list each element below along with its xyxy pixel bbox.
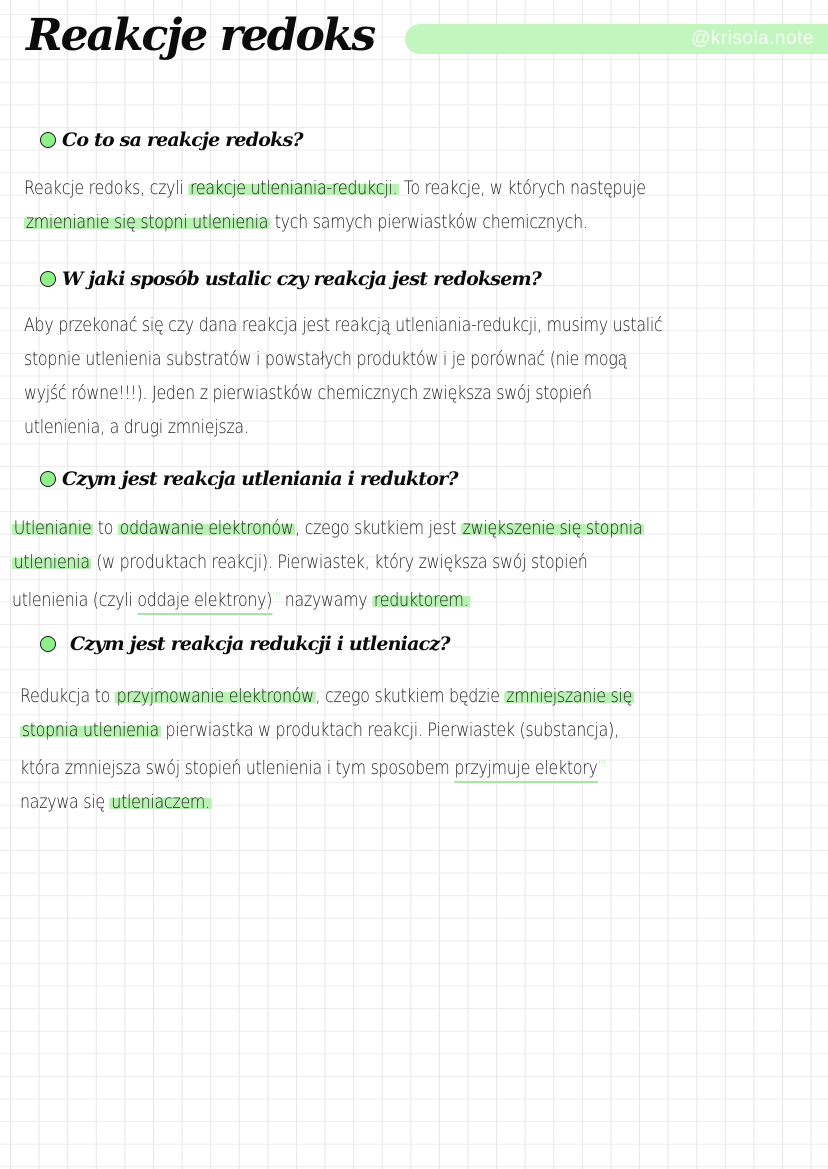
text-span: , czego skutkiem jest bbox=[295, 518, 461, 539]
text-span: Reakcje redoks, czyli bbox=[24, 178, 189, 199]
text-line bbox=[12, 512, 644, 546]
text-span: (w produktach reakcji). Pierwiastek, który zwiększa swój stopień bbox=[91, 552, 588, 573]
text-line bbox=[12, 546, 644, 580]
text-span: nazywa się bbox=[20, 792, 110, 814]
text-line bbox=[24, 206, 646, 240]
page-title: Reakcje redoks bbox=[26, 10, 375, 61]
bullet-circle-icon bbox=[40, 471, 56, 487]
text-line bbox=[20, 714, 634, 748]
section-heading-2 bbox=[40, 268, 541, 290]
highlighted-term: przyjmowanie elektronów bbox=[116, 686, 314, 707]
text-span: która zmniejsza swój stopień utlenienia i tym sposobem bbox=[20, 758, 455, 780]
heading-text: Co to sa reakcje redoks? bbox=[62, 129, 303, 151]
heading-text: Czym jest reakcja utleniania i reduktor? bbox=[62, 468, 458, 490]
text-line bbox=[20, 786, 634, 820]
text-span: To reakcje, w których następuje bbox=[398, 178, 646, 199]
underlined-term: przyjmuje elektory bbox=[454, 758, 597, 783]
heading-text: Czym jest reakcja redukcji i utleniacz? bbox=[70, 633, 450, 655]
highlighted-term: utleniaczem. bbox=[111, 792, 210, 814]
text-span: Redukcja to bbox=[20, 686, 115, 707]
bullet-circle-icon bbox=[40, 271, 56, 287]
highlighted-term: reduktorem. bbox=[373, 590, 469, 612]
text-line: wyjść równe!!!). Jeden z pierwiastków chemicznych zwiększa swój stopień bbox=[24, 383, 592, 404]
text-span: to bbox=[93, 518, 118, 539]
text-line: Aby przekonać się czy dana reakcja jest reakcją utleniania-redukcji, musimy ustalić bbox=[24, 315, 663, 336]
watermark: @krisola.note bbox=[691, 28, 814, 49]
heading-text: W jaki sposób ustalic czy reakcja jest redoksem? bbox=[62, 268, 542, 290]
highlighted-term: zmniejszanie się bbox=[506, 686, 633, 707]
text-line bbox=[20, 680, 634, 714]
text-span: , czego skutkiem będzie bbox=[315, 686, 505, 707]
text-line: stopnie utlenienia substratów i powstałych produktów i je porównać (nie mogą bbox=[24, 349, 627, 370]
text-line bbox=[24, 172, 646, 206]
text-span: pierwiastka w produktach reakcji. Pierwiastek (substancja), bbox=[160, 720, 619, 741]
highlighted-term: utlenienia bbox=[13, 552, 90, 573]
bullet-circle-icon bbox=[40, 132, 56, 148]
text-line bbox=[12, 580, 644, 618]
text-line bbox=[20, 748, 634, 786]
section-heading-4 bbox=[40, 633, 450, 655]
text-line: utlenienia, a drugi zmniejsza. bbox=[24, 417, 249, 438]
text-span: utlenienia (czyli bbox=[12, 590, 138, 612]
section-heading-3 bbox=[40, 468, 458, 490]
emphasis-marks-icon: !!! bbox=[597, 759, 606, 770]
section-2-paragraph bbox=[24, 309, 662, 445]
highlighted-term: zmienianie się stopni utlenienia bbox=[25, 212, 269, 233]
highlighted-term: zwiększenie się stopnia bbox=[462, 518, 643, 539]
highlighted-term: oddawanie elektronów bbox=[119, 518, 294, 539]
section-4-paragraph bbox=[20, 680, 634, 820]
highlighted-term: stopnia utlenienia bbox=[21, 720, 159, 741]
highlighted-term: Utlenianie bbox=[13, 518, 92, 539]
section-heading-1 bbox=[40, 129, 303, 151]
emphasis-marks-icon: !!! bbox=[272, 591, 280, 602]
section-3-paragraph bbox=[12, 512, 644, 618]
highlighted-term: reakcje utleniania-redukcji. bbox=[189, 178, 398, 199]
underlined-term: oddaje elektrony) bbox=[137, 590, 272, 615]
text-span: nazywamy bbox=[279, 590, 373, 612]
section-1-paragraph bbox=[24, 172, 646, 240]
bullet-circle-icon bbox=[40, 636, 56, 652]
text-span: tych samych pierwiastków chemicznych. bbox=[269, 212, 588, 233]
